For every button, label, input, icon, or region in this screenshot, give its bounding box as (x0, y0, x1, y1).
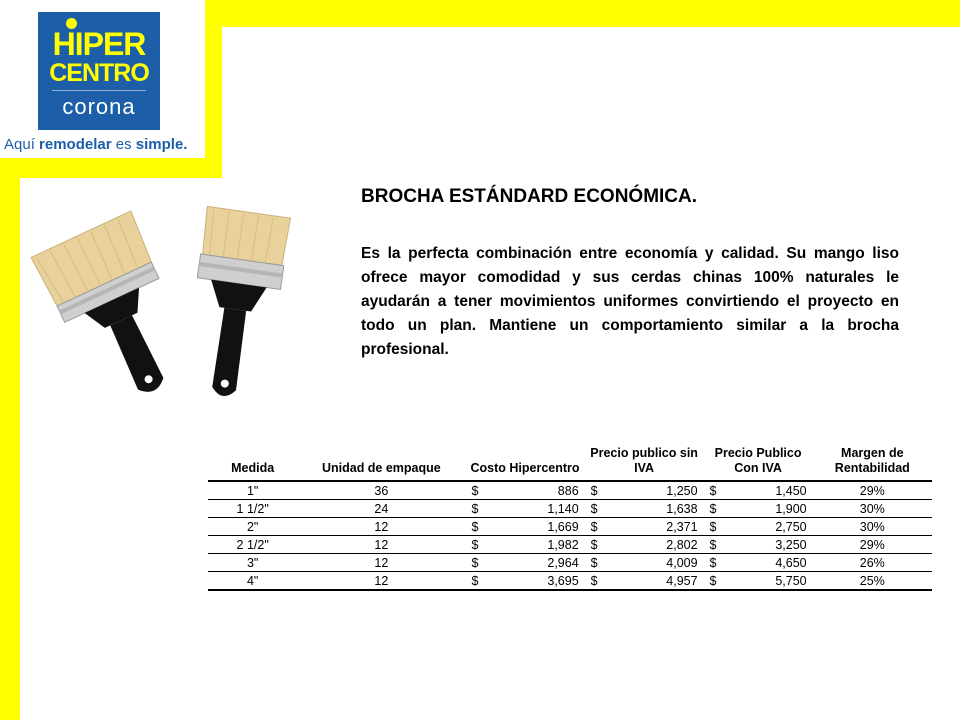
table-row (208, 518, 932, 536)
cell-con-iva: 1,900 (725, 500, 812, 518)
header-unidad-empaque: Unidad de empaque (321, 461, 441, 475)
cell-medida: 1 1/2" (208, 500, 297, 518)
tagline-bold-remodelar: remodelar (39, 136, 112, 153)
cell-costo: 886 (487, 481, 584, 500)
cell-medida: 1" (208, 481, 297, 500)
table-row (208, 554, 932, 572)
cell-currency: $ (704, 572, 726, 591)
cell-costo: 1,140 (487, 500, 584, 518)
cell-currency: $ (585, 536, 607, 554)
cell-sin-iva: 2,802 (607, 536, 704, 554)
cell-currency: $ (465, 500, 487, 518)
cell-currency: $ (704, 554, 726, 572)
cell-medida: 2" (208, 518, 297, 536)
cell-margen: 30% (813, 518, 932, 536)
cell-con-iva: 4,650 (725, 554, 812, 572)
table-row (208, 500, 932, 518)
product-description: Es la perfecta combinación entre economía y calidad. Su mango liso ofrece mayor comodidad y sus cerdas chinas 100% naturales le ayudarán a tener movimientos uniformes convirtiendo el proyecto en todo un plan. Mantiene un comportamiento similar a la brocha profesional. (361, 245, 899, 358)
cell-margen: 29% (813, 481, 932, 500)
cell-costo: 1,982 (487, 536, 584, 554)
cell-sin-iva: 2,371 (607, 518, 704, 536)
logo-line-corona: corona (62, 94, 136, 119)
header-precio-con-iva: Precio Publico Con IVA (714, 446, 802, 475)
cell-currency: $ (585, 518, 607, 536)
cell-currency: $ (585, 481, 607, 500)
product-title: BROCHA ESTÁNDARD ECONÓMICA. (361, 186, 698, 207)
cell-currency: $ (465, 481, 487, 500)
table-row (208, 572, 932, 591)
table-header-row (208, 446, 932, 481)
cell-currency: $ (585, 572, 607, 591)
cell-sin-iva: 4,009 (607, 554, 704, 572)
price-table (208, 446, 932, 591)
cell-unidad: 12 (297, 536, 465, 554)
tagline-part: es (111, 136, 136, 153)
cell-currency: $ (704, 500, 726, 518)
cell-sin-iva: 1,638 (607, 500, 704, 518)
table-row (208, 536, 932, 554)
cell-margen: 29% (813, 536, 932, 554)
cell-unidad: 12 (297, 518, 465, 536)
cell-sin-iva: 4,957 (607, 572, 704, 591)
tagline-bold-simple: simple. (135, 136, 188, 153)
cell-con-iva: 1,450 (725, 481, 812, 500)
cell-currency: $ (585, 500, 607, 518)
header-costo-hipercentro: Costo Hipercentro (470, 461, 580, 475)
header-medida: Medida (231, 461, 275, 475)
cell-margen: 25% (813, 572, 932, 591)
cell-costo: 1,669 (487, 518, 584, 536)
cell-currency: $ (704, 518, 726, 536)
cell-costo: 2,964 (487, 554, 584, 572)
logo-line-hiper: HIPER (52, 26, 146, 62)
paint-brushes-image (30, 200, 330, 420)
header-precio-sin-iva: Precio publico sin IVA (590, 446, 698, 475)
cell-medida: 3" (208, 554, 297, 572)
cell-unidad: 12 (297, 572, 465, 591)
cell-currency: $ (704, 481, 726, 500)
cell-currency: $ (704, 536, 726, 554)
cell-margen: 30% (813, 500, 932, 518)
cell-costo: 3,695 (487, 572, 584, 591)
tagline-part: Aquí (4, 136, 40, 153)
cell-con-iva: 5,750 (725, 572, 812, 591)
cell-unidad: 12 (297, 554, 465, 572)
cell-currency: $ (465, 572, 487, 591)
header-margen-rentabilidad: Margen de Rentabilidad (834, 446, 910, 475)
logo-line-centro: CENTRO (49, 59, 149, 87)
cell-currency: $ (465, 554, 487, 572)
logo-tagline (4, 136, 187, 153)
cell-sin-iva: 1,250 (607, 481, 704, 500)
table-row (208, 481, 932, 500)
logo-card (0, 0, 205, 158)
logo-divider (52, 90, 146, 91)
cell-con-iva: 2,750 (725, 518, 812, 536)
cell-currency: $ (465, 536, 487, 554)
cell-unidad: 24 (297, 500, 465, 518)
hipercentro-corona-logo (38, 12, 160, 130)
cell-currency: $ (465, 518, 487, 536)
cell-medida: 2 1/2" (208, 536, 297, 554)
cell-currency: $ (585, 554, 607, 572)
cell-medida: 4" (208, 572, 297, 591)
cell-unidad: 36 (297, 481, 465, 500)
cell-con-iva: 3,250 (725, 536, 812, 554)
cell-margen: 26% (813, 554, 932, 572)
